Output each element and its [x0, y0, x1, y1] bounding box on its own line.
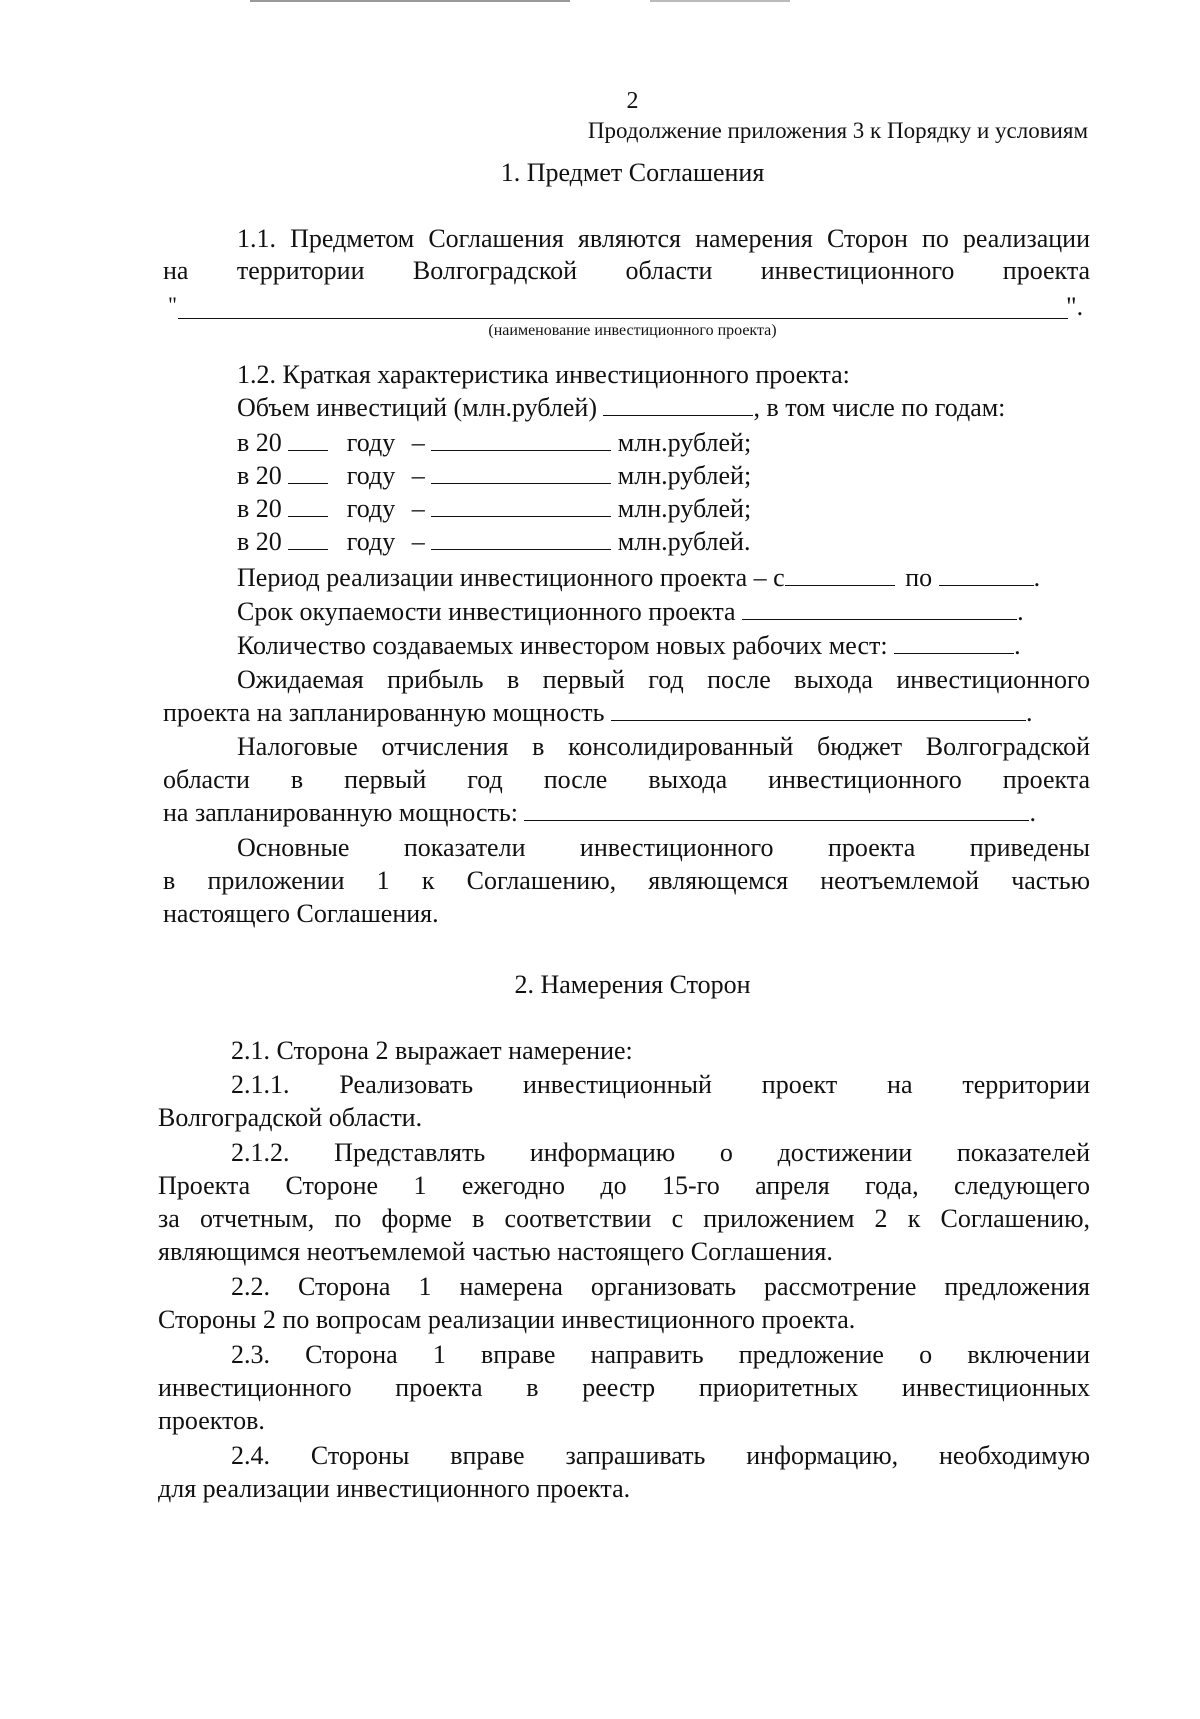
- year-row: [237, 461, 751, 491]
- amount-blank: [431, 527, 611, 550]
- year-prefix: в 20: [237, 527, 282, 556]
- year-word: году: [346, 527, 396, 556]
- quote-close: ".: [1066, 292, 1084, 321]
- p11-line2: [163, 256, 1090, 286]
- p24-line1: 2.4. Стороны вправе запрашивать информацию, необходимую: [231, 1441, 1090, 1470]
- volume-label: Объем инвестиций (млн.рублей): [237, 393, 597, 422]
- line-end: .: [1017, 597, 1024, 626]
- amount-blank: [431, 428, 611, 451]
- year-blank: [288, 428, 328, 451]
- payback-blank: [742, 597, 1017, 620]
- word: территории: [236, 256, 365, 285]
- p11-line1: 1.1. Предметом Соглашения являются намерения Сторон по реализации: [237, 224, 1090, 253]
- period-from-blank: [785, 563, 895, 586]
- p212-line1: 2.1.2. Представлять информацию о достижении показателей: [231, 1138, 1090, 1167]
- unit-label: млн.рублей.: [617, 527, 751, 556]
- appendix-header: Продолжение приложения 3 к Порядку и условиям: [587, 118, 1088, 143]
- profit-line2: [163, 698, 1090, 728]
- period-to-label: по: [905, 563, 933, 592]
- p23-line1: 2.3. Сторона 1 вправе направить предложение о включении: [231, 1340, 1090, 1369]
- year-blank: [288, 527, 328, 550]
- p23-line3: проектов.: [158, 1406, 265, 1435]
- unit-label: млн.рублей;: [617, 428, 752, 457]
- year-blank: [288, 494, 328, 517]
- period-end: .: [1033, 563, 1041, 592]
- jobs-line: [237, 631, 1090, 661]
- unit-label: млн.рублей;: [617, 494, 752, 523]
- volume-blank: [603, 393, 753, 416]
- word: Волгоградской: [412, 256, 578, 285]
- payback-label: Срок окупаемости инвестиционного проекта: [237, 597, 736, 626]
- profit-blank: [611, 698, 1026, 721]
- section-1-title: 1. Предмет Соглашения: [500, 158, 765, 187]
- year-row: [237, 494, 751, 524]
- year-row: [237, 527, 750, 557]
- profit-label: проекта на запланированную мощность: [163, 698, 605, 727]
- main-line3: настоящего Соглашения.: [163, 899, 439, 928]
- period-line: [237, 563, 1090, 593]
- year-word: году: [346, 461, 396, 490]
- main-line2: в приложении 1 к Соглашению, являющемся неотъемлемой частью: [163, 866, 1090, 895]
- p24-line2: для реализации инвестиционного проекта.: [158, 1474, 631, 1503]
- p211-line1: 2.1.1. Реализовать инвестиционный проект на территории: [231, 1070, 1090, 1099]
- profit-line1: Ожидаемая прибыль в первый год после выхода инвестиционного: [237, 665, 1090, 694]
- dash: –: [411, 494, 425, 523]
- tax-line3: [163, 798, 1090, 828]
- jobs-label: Количество создаваемых инвестором новых рабочих мест:: [237, 631, 888, 660]
- amount-blank: [431, 494, 611, 517]
- period-to-blank: [939, 563, 1034, 586]
- line-end: .: [1029, 798, 1036, 827]
- jobs-blank: [894, 631, 1014, 654]
- payback-line: [237, 597, 1090, 627]
- project-name-caption: (наименование инвестиционного проекта): [488, 322, 777, 339]
- main-line1: Основные показатели инвестиционного проекта приведены: [237, 833, 1090, 862]
- unit-label: млн.рублей;: [617, 461, 752, 490]
- project-name-blank: [178, 318, 1068, 319]
- year-prefix: в 20: [237, 428, 282, 457]
- year-prefix: в 20: [237, 494, 282, 523]
- volume-suffix: , в том числе по годам:: [753, 393, 1006, 422]
- p12-title: 1.2. Краткая характеристика инвестиционного проекта:: [237, 360, 850, 389]
- scan-artifact: [650, 0, 790, 2]
- dash: –: [411, 428, 425, 457]
- tax-line1: Налоговые отчисления в консолидированный бюджет Волгоградской: [237, 732, 1090, 761]
- volume-line: [237, 393, 1090, 423]
- p21: 2.1. Сторона 2 выражает намерение:: [231, 1036, 633, 1065]
- period-label: Период реализации инвестиционного проекта – с: [237, 563, 785, 592]
- line-end: .: [1025, 698, 1033, 727]
- tax-label: на запланированную мощность:: [163, 798, 518, 827]
- line-end: .: [1014, 631, 1021, 660]
- word: инвестиционного: [760, 256, 955, 285]
- word: области: [625, 256, 713, 285]
- section-2-title: 2. Намерения Сторон: [514, 970, 751, 999]
- dash: –: [411, 527, 425, 556]
- scan-artifact: [250, 0, 570, 2]
- p23-line2: инвестиционного проекта в реестр приоритетных инвестиционных: [158, 1373, 1090, 1402]
- amount-blank: [431, 461, 611, 484]
- word: проекта: [1002, 256, 1091, 285]
- page-number: 2: [626, 88, 639, 114]
- p211-line2: Волгоградской области.: [158, 1103, 423, 1132]
- p212-line4: являющимся неотъемлемой частью настоящего Соглашения.: [158, 1237, 833, 1266]
- quote-open: ": [168, 292, 177, 317]
- year-prefix: в 20: [237, 461, 282, 490]
- year-word: году: [346, 494, 396, 523]
- word: на: [163, 256, 189, 285]
- year-blank: [288, 461, 328, 484]
- tax-line2: области в первый год после выхода инвестиционного проекта: [163, 765, 1090, 794]
- p22-line1: 2.2. Сторона 1 намерена организовать рассмотрение предложения: [231, 1272, 1090, 1301]
- p212-line3: за отчетным, по форме в соответствии с приложением 2 к Соглашению,: [158, 1204, 1090, 1233]
- p212-line2: Проекта Стороне 1 ежегодно до 15-го апреля года, следующего: [158, 1171, 1090, 1200]
- year-row: [237, 428, 751, 458]
- tax-blank: [524, 798, 1029, 821]
- dash: –: [411, 461, 425, 490]
- year-word: году: [346, 428, 396, 457]
- p22-line2: Стороны 2 по вопросам реализации инвестиционного проекта.: [158, 1305, 856, 1334]
